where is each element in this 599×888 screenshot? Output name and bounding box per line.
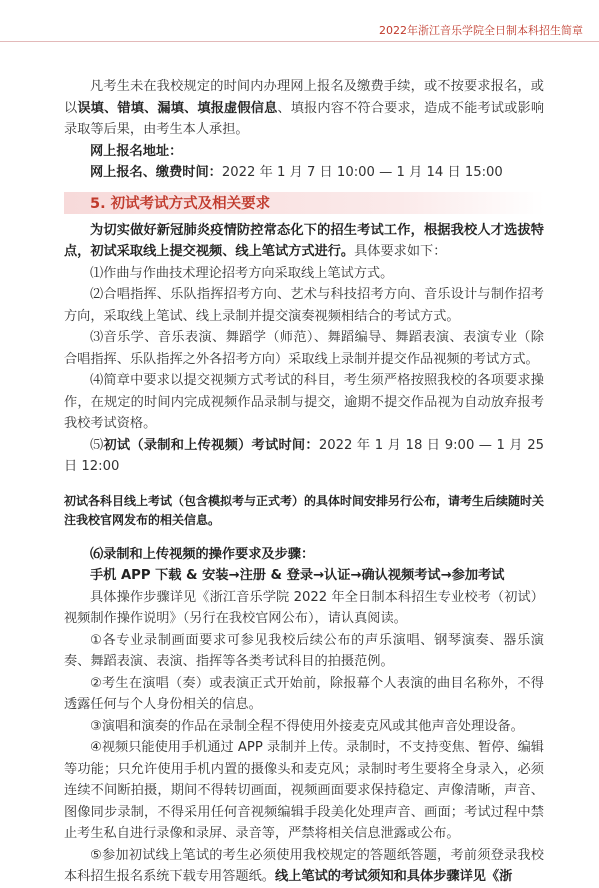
requirement-4: ④视频只能使用手机通过 APP 录制并上传。录制时，不支持变焦、暂停、编辑等功能；只允许使用手机内置的摄像头和麦克风；录制时考生要将全身录入，必须连续不间断拍摄，期间不得转切画面，视频画面要求保持稳定、声像清晰，声音、图像同步录制，不得采用任何音视频编辑手段美化处理声音、画面；考试过程中禁止考生私自进行录像和录屏、录音等，严禁将相关信息泄露或公布。 — [64, 740, 544, 841]
list-item-2: ⑵合唱指挥、乐队指挥招考方向、艺术与科技招考方向、音乐设计与制作招考方向，采取线上笔试、线上录制并提交演奏视频相结合的考试方式。 — [64, 287, 544, 324]
bold-text: 线上笔试的考试须知和具体步骤详见《浙 — [275, 869, 513, 884]
time-value: 2022 年 1 月 7 日 10:00 — 1 月 14 日 15:00 — [221, 165, 503, 180]
text: ⑸ — [90, 437, 104, 453]
requirement-1: ①各专业录制画面要求可参见我校后续公布的声乐演唱、钢琴演奏、器乐演奏、舞蹈表演、表演、指挥等各类考试科目的拍摄范例。 — [64, 632, 544, 669]
paragraph-detail: 具体操作步骤详见《浙江音乐学院 2022 年全日制本科招生专业校考（初试）视频制作操作说明》（另行在我校官网公布），请认真阅读。 — [64, 589, 544, 626]
header-title: 2022年浙江音乐学院全日制本科招生简章 — [379, 24, 583, 37]
note-exam-schedule: 初试各科目线上考试（包含模拟考与正式考）的具体时间安排另行公布，请考生后续随时关注我校官网发布的相关信息。 — [64, 493, 545, 527]
text: 、填报内容不符合要求，造成不能考试或影响录取等后果，由考生本人承担。 — [64, 100, 545, 137]
requirement-3: ③演唱和演奏的作品在录制全程不得使用外接麦克风或其他声音处理设备。 — [90, 718, 524, 734]
text: 具体要求如下： — [354, 244, 447, 259]
steps-line: 手机 APP 下载 & 安装→注册 & 登录→认证→确认视频考试→参加考试 — [90, 568, 505, 583]
header-divider — [0, 41, 599, 42]
list-item-4: ⑷简章中要求以提交视频方式考试的科目，考生须严格按照我校的各项要求操作，在规定的时间内完成视频作品录制与提交，逾期不提交作品视为自动放弃报考我校考试资格。 — [64, 373, 544, 431]
online-address-label: 网上报名地址： — [90, 143, 183, 159]
text: ⑤参加初试线上笔试的考生必须使用我校规定的答题纸答题，考前须登录我校本科招生报名系统下载专用答题纸。 — [64, 847, 544, 884]
document-body — [64, 76, 544, 888]
section-title: 5. 初试考试方式及相关要求 — [90, 196, 271, 212]
bold-text: 初试（录制和上传视频）考试时间： — [103, 437, 319, 453]
requirement-5 — [64, 845, 544, 888]
list-item-3: ⑶音乐学、音乐表演、舞蹈学（师范）、舞蹈编导、舞蹈表演、表演专业（除合唱指挥、乐队指挥之外各招考方向）采取线上录制并提交作品视频的考试方式。 — [64, 330, 544, 367]
list-item-5 — [64, 435, 544, 478]
requirement-2: ②考生在演唱（奏）或表演正式开始前，除报幕个人表演的曲目名称外，不得透露任何与个人身份相关的信息。 — [64, 675, 544, 712]
list-item-1: ⑴作曲与作曲技术理论招考方向采取线上笔试方式。 — [90, 265, 394, 281]
registration-time — [64, 162, 544, 184]
paragraph-registration-warning — [64, 76, 544, 141]
text: 凡考生未在我校规定的时间内办理网上报名及缴费手续，或不按要求报名，或以 — [64, 79, 544, 116]
exam-time-value: 2022 年 1 月 18 日 9:00 — 1 月 25 日 12:00 — [64, 437, 545, 474]
bold-text: 误填、错填、漏填、填报虚假信息 — [77, 100, 278, 116]
list-item-6: ⑹录制和上传视频的操作要求及步骤： — [90, 546, 315, 562]
bold-text: 为切实做好新冠肺炎疫情防控常态化下的招生考试工作，根据我校人才选拔特点，初试采取线上提交视频、线上笔试方式进行。 — [64, 222, 544, 259]
section-heading-bar — [64, 192, 544, 214]
time-label: 网上报名、缴费时间： — [90, 165, 222, 180]
paragraph-intro — [64, 220, 544, 263]
